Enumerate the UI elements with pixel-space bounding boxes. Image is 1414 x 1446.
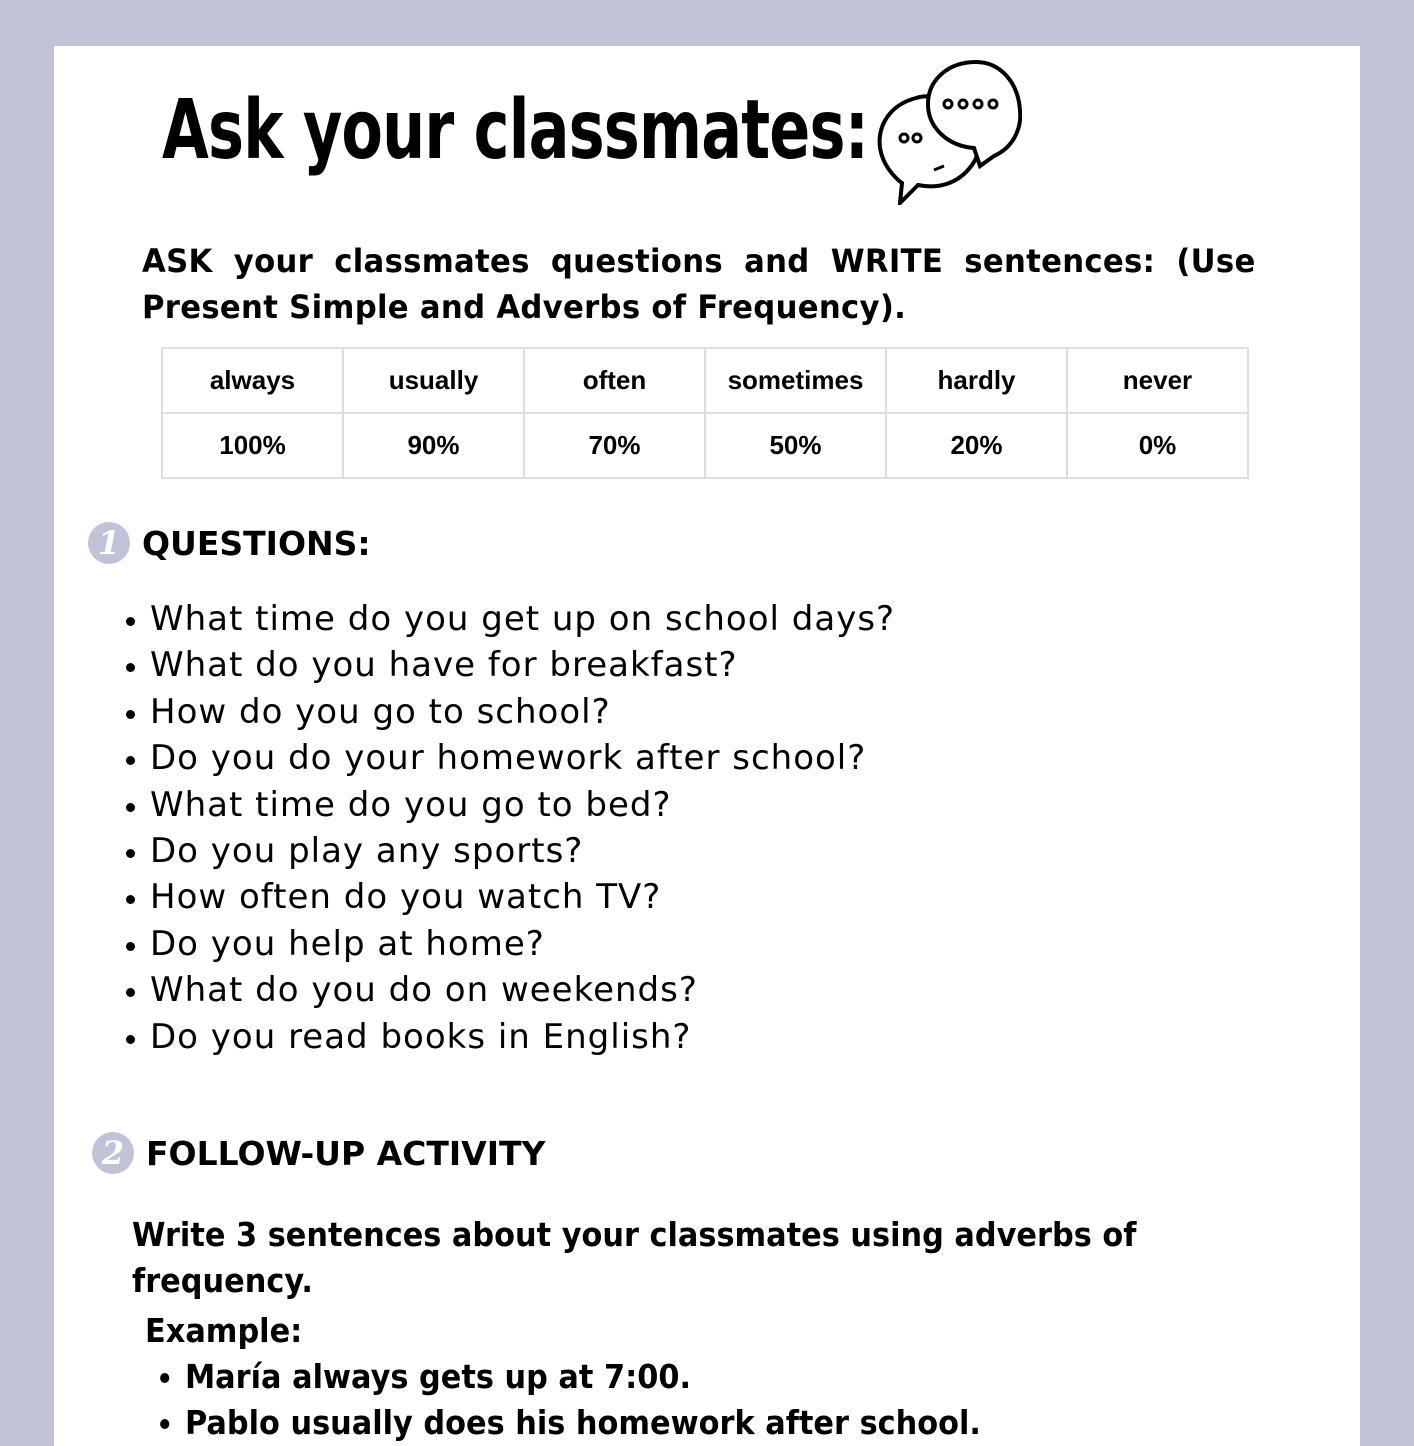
example-item: • María always gets up at 7:00. (185, 1354, 981, 1400)
percentages-row (162, 413, 1248, 478)
section-heading-text: FOLLOW-UP ACTIVITY (146, 1133, 546, 1173)
adverb-cell: sometimes (705, 348, 886, 413)
question-item: • How do you go to school? (150, 689, 895, 735)
question-item: • What time do you get up on school days? (150, 596, 895, 642)
section-number-badge: 2 (92, 1132, 134, 1174)
question-item: • What do you do on weekends? (150, 967, 895, 1013)
question-item: • What do you have for breakfast? (150, 642, 895, 688)
frequency-table (161, 347, 1249, 479)
question-item: • Do you play any sports? (150, 828, 895, 874)
examples-list (150, 1354, 981, 1446)
question-item: • How often do you watch TV? (150, 874, 895, 920)
question-item: • Do you do your homework after school? (150, 735, 895, 781)
percentage-cell: 50% (705, 413, 886, 478)
percentage-cell: 70% (524, 413, 705, 478)
follow-up-heading (92, 1132, 545, 1174)
percentage-cell: 90% (343, 413, 524, 478)
adverb-cell: never (1067, 348, 1248, 413)
example-label: Example: (145, 1311, 303, 1350)
percentage-cell: 0% (1067, 413, 1248, 478)
adverbs-row (162, 348, 1248, 413)
adverb-cell: often (524, 348, 705, 413)
follow-up-instruction: Write 3 sentences about your classmates using adverbs of frequency. (132, 1215, 1137, 1300)
speech-bubbles-icon (872, 60, 1022, 205)
adverb-cell: usually (343, 348, 524, 413)
question-item: • What time do you go to bed? (150, 782, 895, 828)
question-item: • Do you help at home? (150, 921, 895, 967)
adverb-cell: hardly (886, 348, 1067, 413)
section-number-badge: 1 (88, 522, 130, 564)
section-heading-text: QUESTIONS: (142, 523, 371, 563)
page-title: Ask your classmates: (162, 83, 869, 178)
question-item: • Do you read books in English? (150, 1014, 895, 1060)
adverb-cell: always (162, 348, 343, 413)
example-item: • Pablo usually does his homework after school. (185, 1400, 981, 1446)
worksheet-page (54, 46, 1360, 1446)
questions-heading (88, 522, 371, 564)
percentage-cell: 20% (886, 413, 1067, 478)
percentage-cell: 100% (162, 413, 343, 478)
instructions-text: ASK your classmates questions and WRITE sentences: (Use Present Simple and Adverbs of Frequency). (142, 242, 1256, 326)
questions-list (114, 596, 895, 1060)
